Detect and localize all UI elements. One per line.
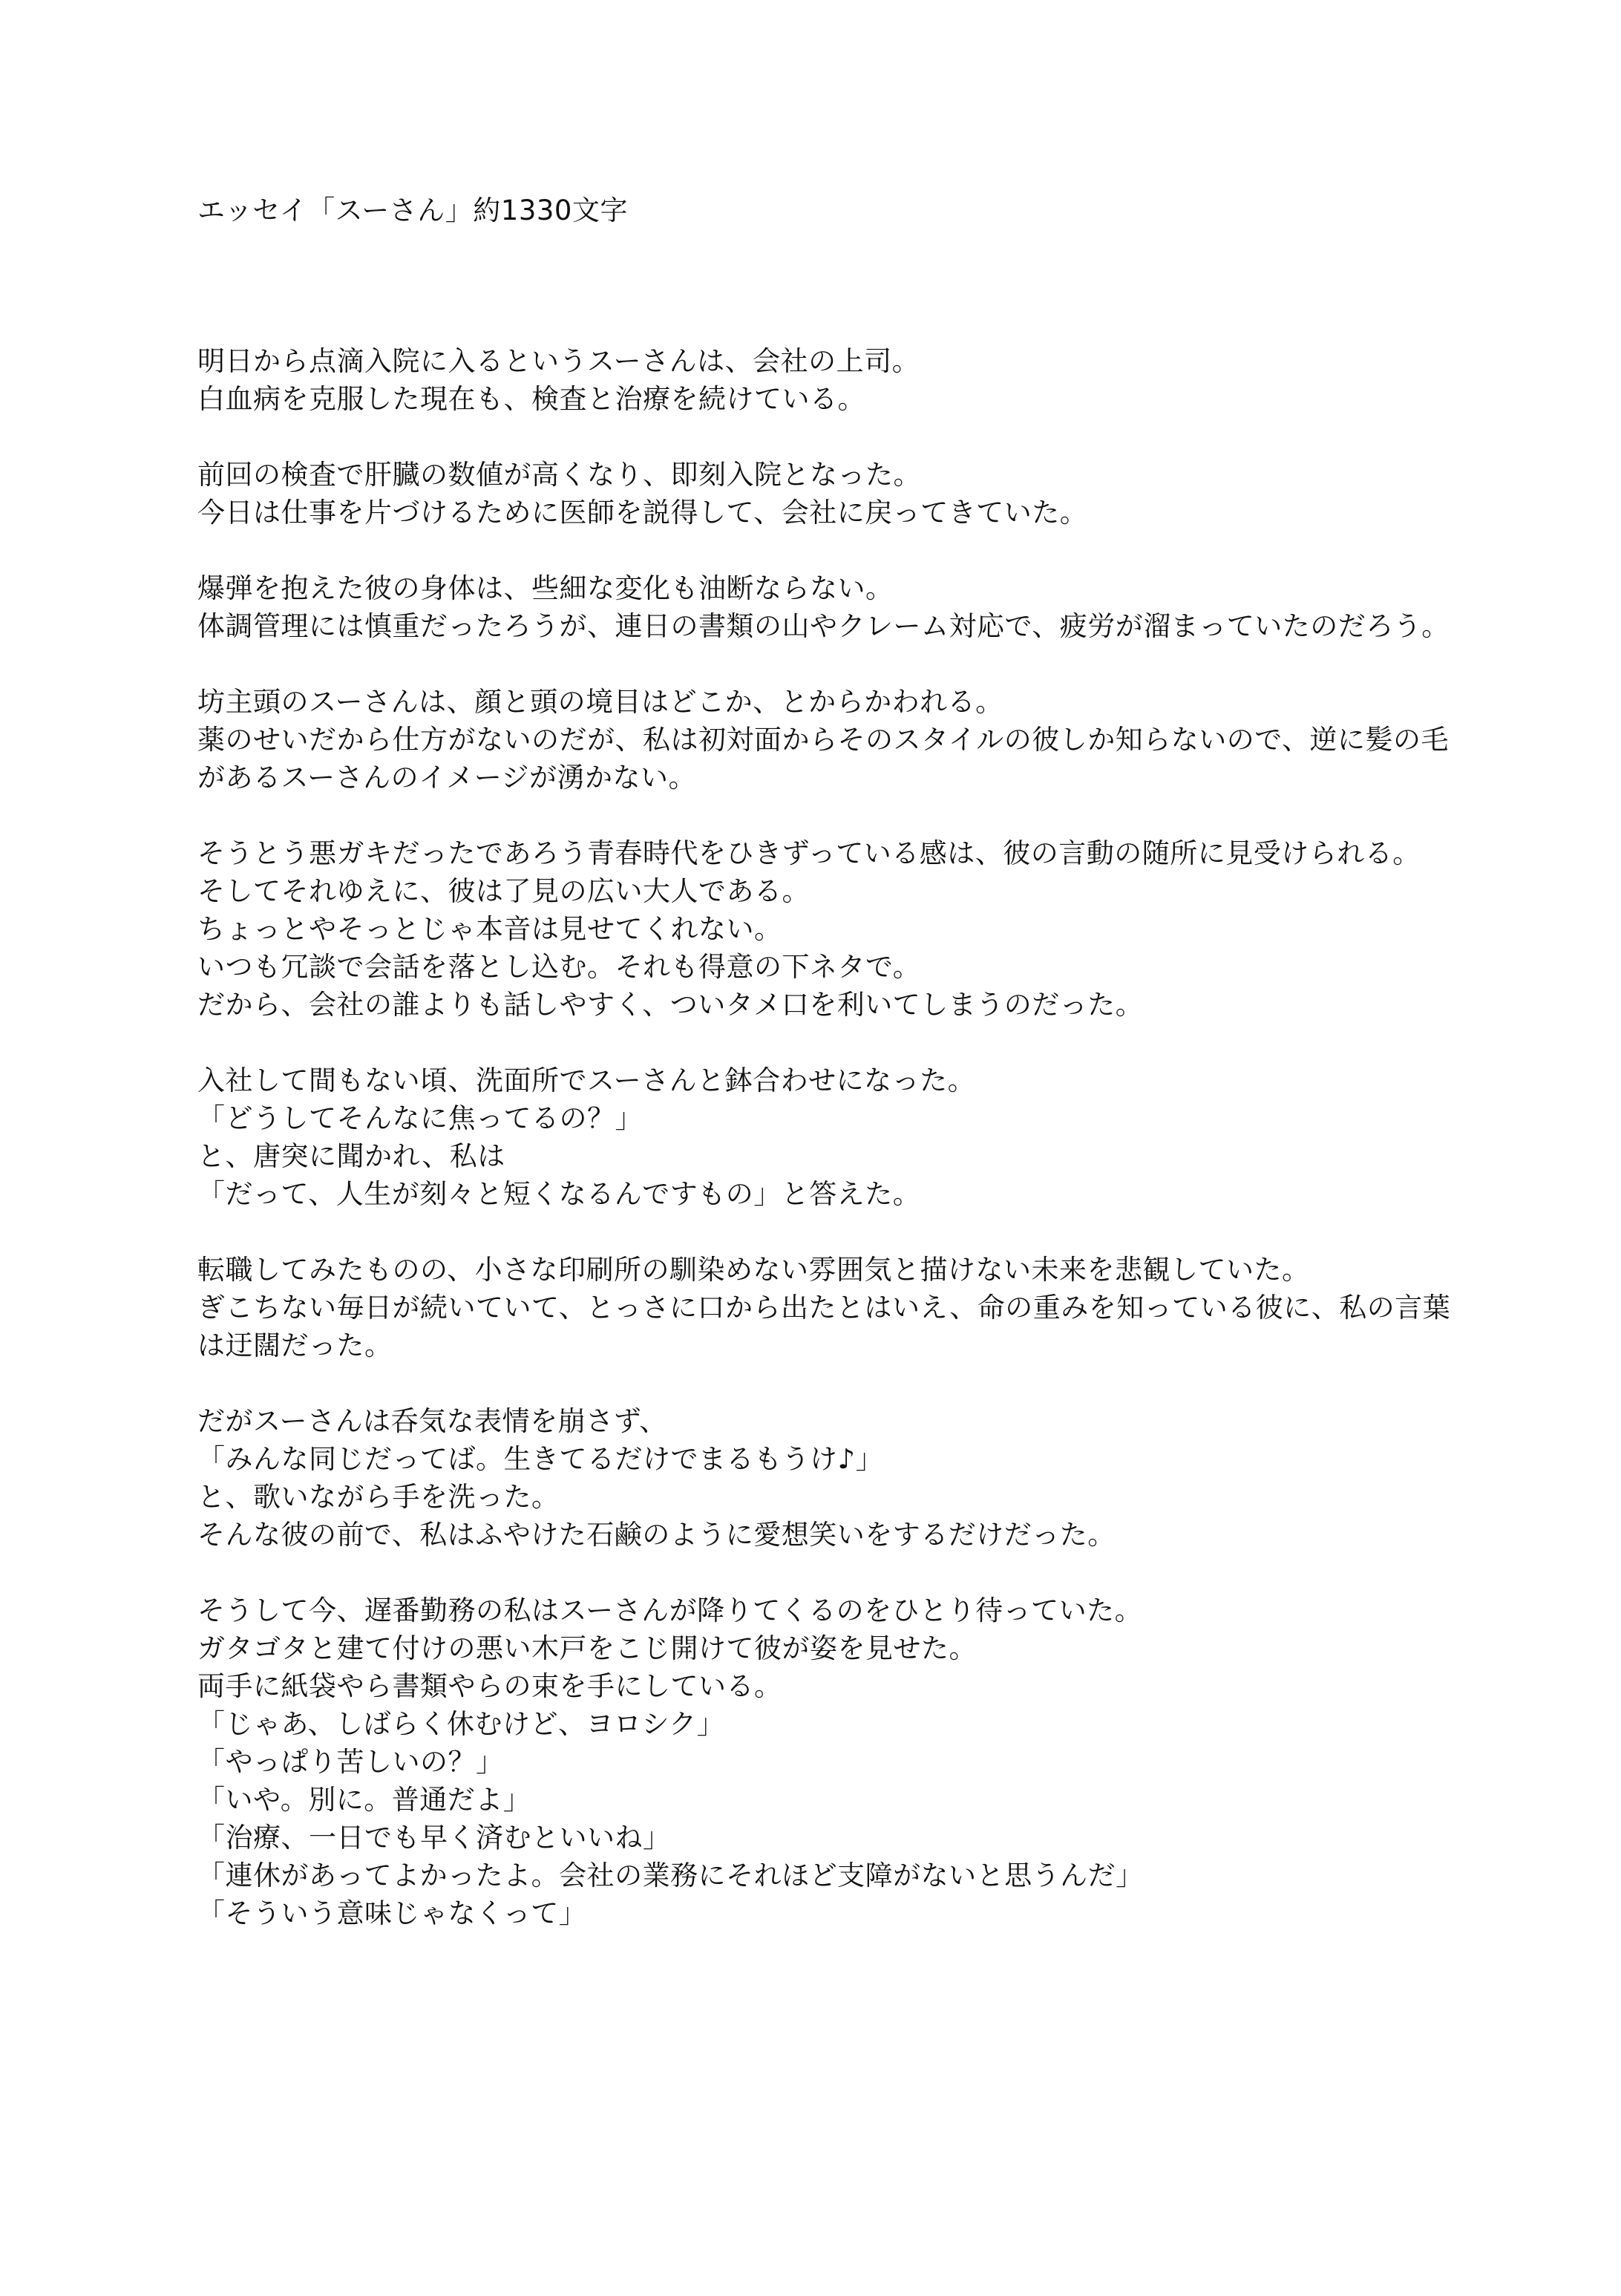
text-line: と、歌いながら手を洗った。	[197, 1481, 560, 1513]
text-line: いつも冗談で会話を落とし込む。それも得意の下ネタで。	[197, 951, 921, 983]
text-line: そうとう悪ガキだったであろう青春時代をひきずっている感は、彼の言動の随所に見受けられる。	[197, 837, 1421, 869]
text-line: ガタゴタと建て付けの悪い木戸をこじ開けて彼が姿を見せた。	[197, 1632, 977, 1664]
text-line: 「そういう意味じゃなくって」	[197, 1897, 587, 1929]
paragraph	[197, 569, 1459, 645]
essay-body	[197, 342, 1459, 1932]
paragraph	[197, 1062, 1459, 1213]
text-line: 「いや。別に。普通だよ」	[197, 1784, 531, 1816]
text-line: 明日から点滴入院に入るというスーさんは、会社の上司。	[197, 345, 920, 377]
text-line: だから、会社の誰よりも話しやすく、ついタメ口を利いてしまうのだった。	[197, 989, 1144, 1021]
text-line: 「みんな同じだってば。生きてるだけでまるもうけ♪」	[197, 1443, 884, 1475]
text-line: と、唐突に聞かれ、私は	[197, 1140, 505, 1172]
document-title: エッセイ「スーさん」約1330文字	[197, 194, 628, 226]
text-line: 「やっぱり苦しいの？」	[197, 1746, 504, 1778]
paragraph	[197, 1251, 1459, 1364]
text-line: 白血病を克服した現在も、検査と治療を続けている。	[197, 383, 865, 415]
text-line: ちょっとやそっとじゃ本音は見せてくれない。	[197, 913, 782, 945]
text-line: 薬のせいだから仕方がないのだが、私は初対面からそのスタイルの彼しか知らないので、逆に髪の毛があるスーさんのイメージが湧かない。	[197, 724, 1450, 794]
text-line: ぎこちない毎日が続いていて、とっさに口から出たとはいえ、命の重みを知っている彼に、私の言葉は迂闊だった。	[197, 1292, 1451, 1361]
text-line: 爆弾を抱えた彼の身体は、些細な変化も油断ならない。	[197, 572, 894, 604]
text-line: そんな彼の前で、私はふやけた石鹸のように愛想笑いをするだけだった。	[197, 1519, 1116, 1551]
text-line: 「だって、人生が刻々と短くなるんですもの」と答えた。	[197, 1178, 921, 1210]
paragraph	[197, 456, 1459, 532]
paragraph	[197, 683, 1459, 797]
paragraph	[197, 342, 1459, 418]
text-line: 「治療、一日でも早く済むといいね」	[197, 1822, 671, 1854]
text-line: 「連休があってよかったよ。会社の業務にそれほど支障がないと思うんだ」	[197, 1860, 1144, 1891]
text-line: 両手に紙袋やら書類やらの束を手にしている。	[197, 1670, 782, 1702]
text-line: 体調管理には慎重だったろうが、連日の書類の山やクレーム対応で、疲労が溜まっていたのだろう。	[197, 610, 1450, 642]
paragraph	[197, 1592, 1459, 1932]
text-line: だがスーさんは呑気な表情を崩さず、	[197, 1405, 667, 1437]
text-line: 「どうしてそんなに焦ってるの？」	[197, 1102, 643, 1134]
text-line: 今日は仕事を片づけるために医師を説得して、会社に戻ってきていた。	[197, 497, 1088, 529]
paragraph	[197, 1402, 1459, 1554]
text-line: そしてそれゆえに、彼は了見の広い大人である。	[197, 875, 810, 907]
paragraph	[197, 834, 1459, 1024]
text-line: 坊主頭のスーさんは、顔と頭の境目はどこか、とからかわれる。	[197, 686, 1003, 718]
text-line: 転職してみたものの、小さな印刷所の馴染めない雰囲気と描けない未来を悲観していた。	[197, 1254, 1310, 1286]
document-page	[197, 192, 1459, 1970]
text-line: 前回の検査で肝臓の数値が高くなり、即刻入院となった。	[197, 459, 921, 491]
text-line: 「じゃあ、しばらく休むけど、ヨロシク」	[197, 1708, 725, 1740]
text-line: そうして今、遅番勤務の私はスーさんが降りてくるのをひとり待っていた。	[197, 1595, 1143, 1626]
text-line: 入社して間もない頃、洗面所でスーさんと鉢合わせになった。	[197, 1064, 976, 1096]
